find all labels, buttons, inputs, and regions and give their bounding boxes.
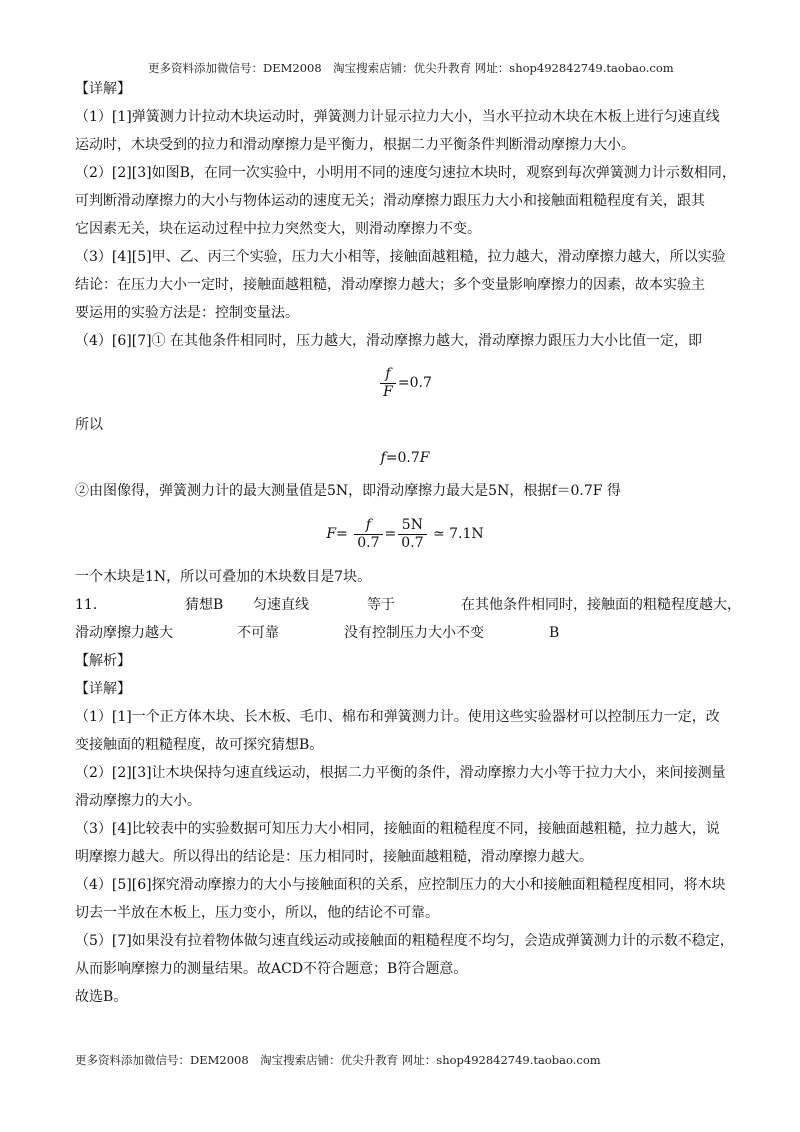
paragraph-line: 明摩擦力越大。所以得出的结论是：压力相同时，接触面越粗糙，滑动摩擦力越大。 <box>75 849 593 865</box>
paragraph-line: 要运用的实验方法是：控制变量法。 <box>75 305 299 321</box>
paragraph-line: 切去一半放在木板上，压力变小，所以，他的结论不可靠。 <box>75 905 439 921</box>
document-body <box>75 75 741 1011</box>
answer-line <box>75 591 741 619</box>
paragraph-line: 所以 <box>75 417 103 433</box>
section-heading: 【详解】 <box>75 81 131 97</box>
paragraph-line: 滑动摩擦力的大小。 <box>75 793 201 809</box>
page-footer: 更多资料添加微信号：DEM2008 淘宝搜索店铺：优尖升教育 网址：shop492842749.taobao.com <box>75 1053 601 1067</box>
answer-line <box>75 619 735 647</box>
paragraph-line: （3）[4]比较表中的实验数据可知压力大小相同，接触面的粗糙程度不同，接触面越粗糙，拉力越大，说 <box>75 821 720 837</box>
paragraph-line: 一个木块是1N，所以可叠加的木块数目是7块。 <box>75 569 372 585</box>
answer-blank: 等于 <box>367 597 395 613</box>
paragraph-line: 从而影响摩擦力的测量结果。故ACD不符合题意；B符合题意。 <box>75 961 468 977</box>
paragraph-line: 可判断滑动摩擦力的大小与物体运动的速度无关；滑动摩擦力跟压力大小和接触面粗糙程度有关，跟其 <box>75 193 705 209</box>
answer-blank: 匀速直线 <box>253 597 309 613</box>
paragraph-line: 运动时，木块受到的拉力和滑动摩擦力是平衡力，根据二力平衡条件判断滑动摩擦力大小。 <box>75 137 635 153</box>
fraction: $\frac{5N}{0.7}$ <box>398 517 426 552</box>
equation-ratio: $\frac{f}{F}$ =0.7 <box>75 355 735 411</box>
paragraph-line: （1）[1]弹簧测力计拉动木块运动时，弹簧测力计显示拉力大小，当水平拉动木块在木板上进行匀速直线 <box>75 109 720 125</box>
paragraph-line: 变接触面的粗糙程度，故可探究猜想B。 <box>75 737 324 753</box>
equation-F: F= $\frac{f}{0.7}$ = $\frac{5N}{0.7}$ ≃ 7.1N <box>326 516 484 551</box>
paragraph-line: 它因素无关，块在运动过程中拉力突然变大，则滑动摩擦力不变。 <box>75 221 481 237</box>
answer-blank: 没有控制压力大小不变 <box>344 625 484 641</box>
paragraph-line: （2）[2][3]让木块保持匀速直线运动，根据二力平衡的条件，滑动摩擦力大小等于拉力大小，来间接测量 <box>75 765 726 781</box>
fraction: $\frac{f}{0.7}$ <box>354 517 382 552</box>
answer-blank: 滑动摩擦力越大 <box>75 625 173 641</box>
answer-blank: B <box>549 625 560 641</box>
answer-blank: 不可靠 <box>237 625 279 641</box>
section-heading: 【解析】 <box>75 653 131 669</box>
answer-blank: 在其他条件相同时，接触面的粗糙程度越大， <box>461 597 741 613</box>
paragraph-line: （4）[6][7]① 在其他条件相同时，压力越大，滑动摩擦力越大，滑动摩擦力跟压力大小比值一定，即 <box>75 333 703 349</box>
section-heading: 【详解】 <box>75 681 131 697</box>
answer-blank: 猜想B <box>185 597 224 613</box>
question-number: 11． <box>75 597 107 613</box>
paragraph-line: （3）[4][5]甲、乙、丙三个实验，压力大小相等，接触面越粗糙，拉力越大，滑动摩擦力越大，所以实验 <box>75 249 726 265</box>
equation-f: f=0.7F <box>380 450 430 466</box>
paragraph-line: ②由图像得，弹簧测力计的最大测量值是5N，即滑动摩擦力最大是5N，根据f＝0.7F 得 <box>75 483 621 499</box>
page-header: 更多资料添加微信号：DEM2008 淘宝搜索店铺：优尖升教育 网址：shop492842749.taobao.com <box>148 61 674 75</box>
fraction: $\frac{f}{F}$ <box>380 366 396 401</box>
paragraph-line: （4）[5][6]探究滑动摩擦力的大小与接触面积的关系，应控制压力的大小和接触面粗糙程度相同，将木块 <box>75 877 726 893</box>
paragraph-line: （5）[7]如果没有拉着物体做匀速直线运动或接触面的粗糙程度不均匀，会造成弹簧测力计的示数不稳定， <box>75 933 734 949</box>
paragraph-line: （1）[1]一个正方体木块、长木板、毛巾、棉布和弹簧测力计。使用这些实验器材可以控制压力一定，改 <box>75 709 720 725</box>
paragraph-line: 故选B。 <box>75 989 128 1005</box>
paragraph-line: （2）[2][3]如图B，在同一次实验中，小明用不同的速度匀速拉木块时，观察到每次弹簧测力计示数相同， <box>75 165 736 181</box>
paragraph-line: 结论：在压力大小一定时，接触面越粗糙，滑动摩擦力越大；多个变量影响摩擦力的因素，故本实验主 <box>75 277 705 293</box>
